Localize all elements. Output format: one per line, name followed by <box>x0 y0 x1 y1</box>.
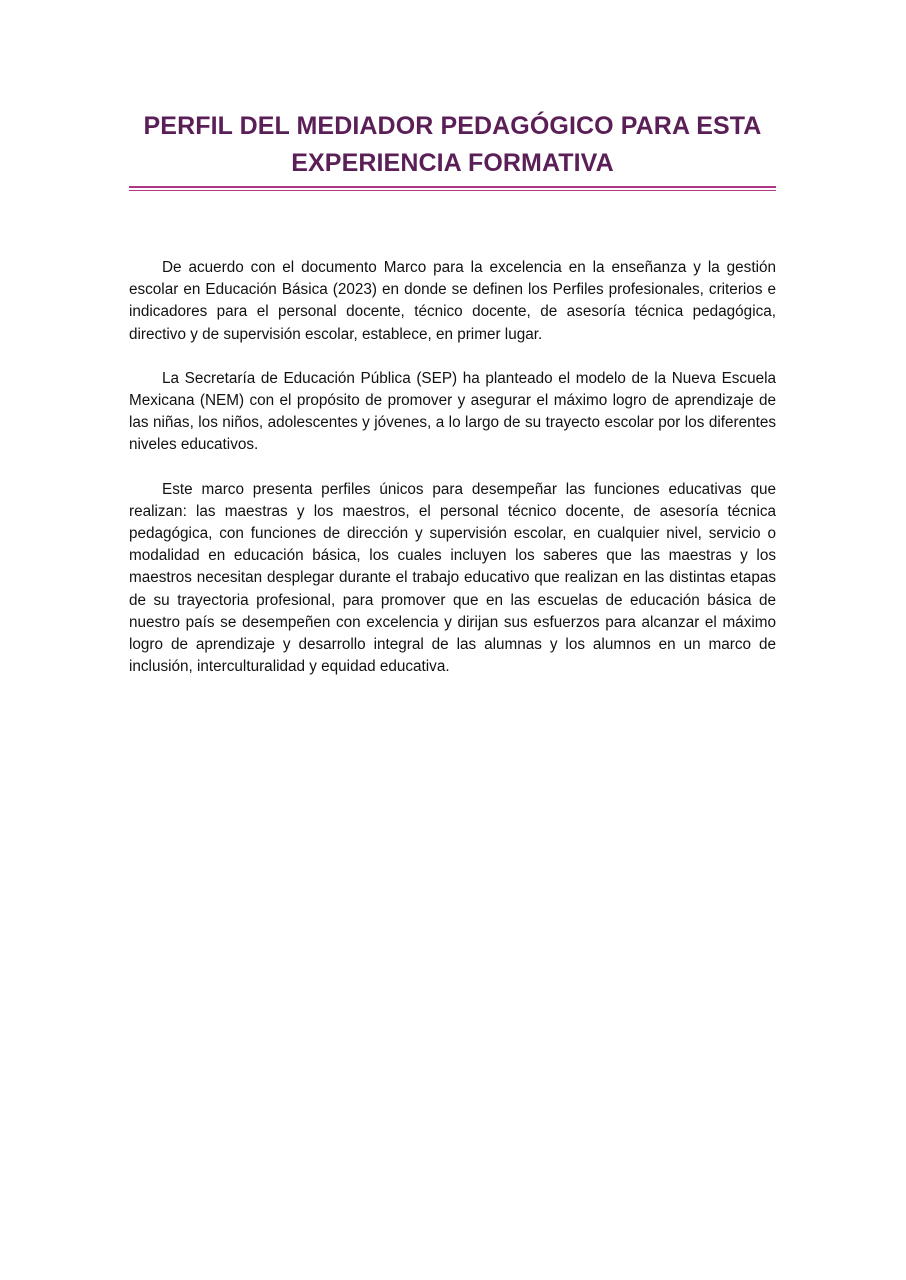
body-text <box>129 257 776 700</box>
page-title <box>129 108 776 182</box>
page-title-line-1: PERFIL DEL MEDIADOR PEDAGÓGICO PARA ESTA <box>143 112 762 140</box>
title-underline <box>129 186 776 191</box>
paragraph-2: La Secretaría de Educación Pública (SEP) ha planteado el modelo de la Nueva Escuela Mexicana (NEM) con el propósito de promover y asegurar el máximo logro de aprendizaje de las niñas, los niños, adolescentes y jóvenes, a lo largo de su trayecto escolar por los diferentes niveles educativos. <box>129 369 776 454</box>
page-title-line-2: EXPERIENCIA FORMATIVA <box>291 149 614 177</box>
title-block <box>129 108 776 191</box>
paragraph-3: Este marco presenta perfiles únicos para desempeñar las funciones educativas que realizan: las maestras y los maestros, el personal técnico docente, de asesoría técnica pedagógica, con funciones de dirección y supervisión escolar, en cualquier nivel, servicio o modalidad en educación básica, los cuales incluyen los saberes que las maestras y los maestros necesitan desplegar durante el trabajo educativo que realizan en las distintas etapas de su trayectoria profesional, para promover que en las escuelas de educación básica de nuestro país se desempeñen con excelencia y dirijan sus esfuerzos para alcanzar el máximo logro de aprendizaje y desarrollo integral de las alumnas y los alumnos en un marco de inclusión, interculturalidad y equidad educativa. <box>129 480 776 676</box>
paragraph-1: De acuerdo con el documento Marco para la excelencia en la enseñanza y la gestión escolar en Educación Básica (2023) en donde se definen los Perfiles profesionales, criterios e indicadores para el personal docente, técnico docente, de asesoría técnica pedagógica, directivo y de supervisión escolar, establece, en primer lugar. <box>129 259 776 343</box>
